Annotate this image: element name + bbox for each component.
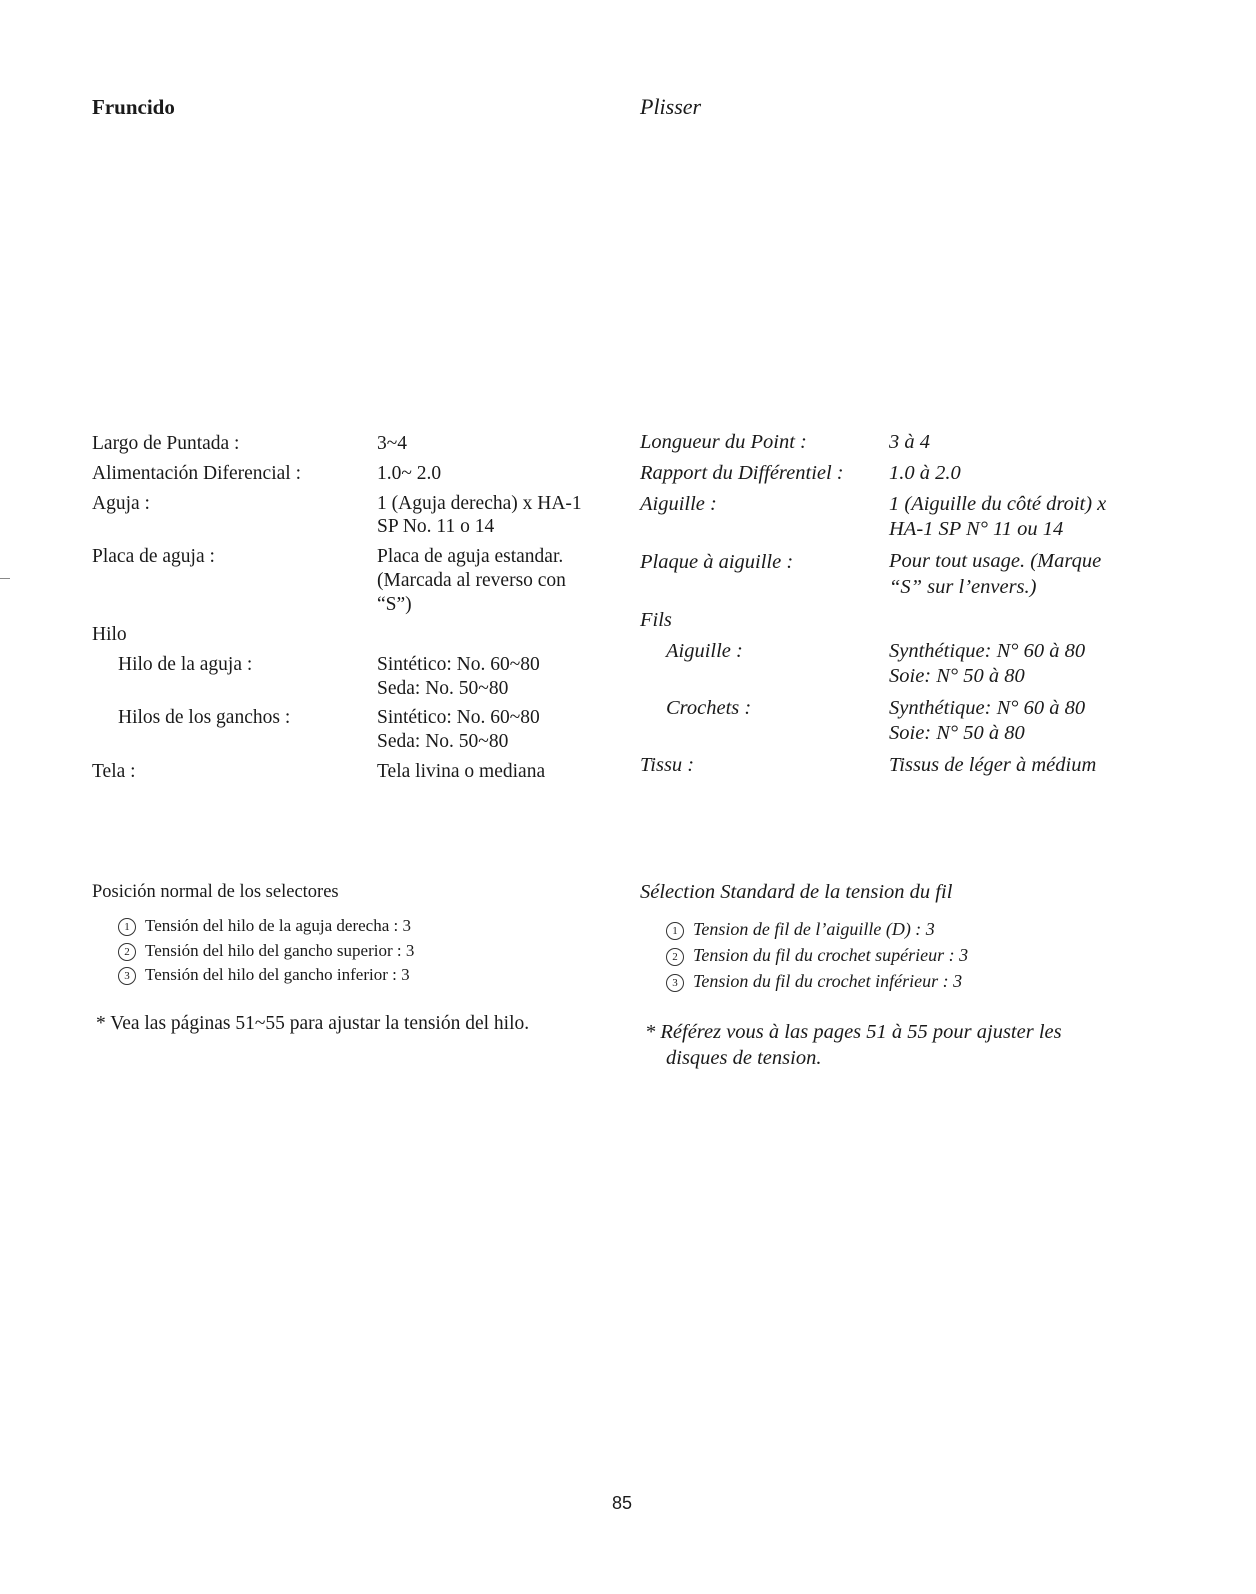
fr-tension-item-3-text: Tension du fil du crochet inférieur : 3 xyxy=(693,971,963,991)
title-french: Plisser xyxy=(640,94,702,119)
es-tension-item-2-text: Tensión del hilo del gancho superior : 3 xyxy=(145,941,415,960)
es-value-needle-plate-line3: “S”) xyxy=(377,594,412,615)
es-label-needle: Aguja : xyxy=(92,493,150,514)
es-tension-item-2 xyxy=(118,938,414,963)
fr-value-stitch-length: 3 à 4 xyxy=(889,431,930,453)
circled-number-icon: 3 xyxy=(118,967,136,985)
fr-tension-item-1 xyxy=(666,916,935,942)
es-value-needle-plate-line2: (Marcada al reverso con xyxy=(377,570,566,591)
fr-value-needle-line2: HA-1 SP N° 11 ou 14 xyxy=(889,518,1064,540)
margin-mark xyxy=(0,578,10,579)
es-tension-item-1 xyxy=(118,913,411,938)
fr-value-needle-plate-line1: Pour tout usage. (Marque xyxy=(889,550,1102,572)
circled-number-icon: 1 xyxy=(666,922,684,940)
fr-value-fabric: Tissus de léger à médium xyxy=(889,754,1097,776)
fr-value-looper-threads-line1: Synthétique: N° 60 à 80 xyxy=(889,697,1086,719)
circled-number-icon: 3 xyxy=(666,974,684,992)
fr-label-threads: Fils xyxy=(640,609,672,631)
es-value-needle-thread-line1: Sintético: No. 60~80 xyxy=(377,654,540,675)
circled-number-icon: 1 xyxy=(118,918,136,936)
fr-tension-item-3 xyxy=(666,968,962,994)
es-label-differential-feed: Alimentación Diferencial : xyxy=(92,463,301,484)
fr-note-line1: * Référez vous à las pages 51 à 55 pour ajuster les xyxy=(645,1021,1062,1043)
es-value-stitch-length: 3~4 xyxy=(377,433,408,454)
fr-label-fabric: Tissu : xyxy=(640,754,695,776)
es-value-differential-feed: 1.0~ 2.0 xyxy=(377,463,442,484)
es-tension-item-3 xyxy=(118,962,410,987)
fr-label-needle-plate: Plaque à aiguille : xyxy=(640,551,794,573)
circled-number-icon: 2 xyxy=(666,948,684,966)
es-label-looper-threads: Hilos de los ganchos : xyxy=(118,707,291,728)
fr-value-needle-thread-line2: Soie: N° 50 à 80 xyxy=(889,665,1025,687)
title-spanish: Fruncido xyxy=(92,95,175,119)
fr-value-differential: 1.0 à 2.0 xyxy=(889,462,961,484)
es-label-thread: Hilo xyxy=(92,624,127,645)
es-tension-item-1-text: Tensión del hilo de la aguja derecha : 3 xyxy=(145,916,411,935)
es-tension-item-3-text: Tensión del hilo del gancho inferior : 3 xyxy=(145,965,410,984)
fr-label-looper-threads: Crochets : xyxy=(666,697,752,719)
es-label-needle-thread: Hilo de la aguja : xyxy=(118,654,253,675)
fr-value-needle-thread-line1: Synthétique: N° 60 à 80 xyxy=(889,640,1086,662)
fr-value-needle-plate-line2: “S” sur l’envers.) xyxy=(889,576,1037,598)
es-tension-heading: Posición normal de los selectores xyxy=(92,882,339,902)
es-label-stitch-length: Largo de Puntada : xyxy=(92,433,240,454)
page-number: 85 xyxy=(612,1493,633,1513)
circled-number-icon: 2 xyxy=(118,943,136,961)
es-label-fabric: Tela : xyxy=(92,761,136,782)
es-value-looper-threads-line2: Seda: No. 50~80 xyxy=(377,731,509,752)
es-value-fabric: Tela livina o mediana xyxy=(377,761,546,782)
fr-tension-heading: Sélection Standard de la tension du fil xyxy=(640,881,953,903)
fr-tension-item-2 xyxy=(666,942,968,968)
fr-label-differential: Rapport du Différentiel : xyxy=(640,462,844,484)
fr-note-line2: disques de tension. xyxy=(666,1047,822,1069)
es-label-needle-plate: Placa de aguja : xyxy=(92,546,215,567)
es-value-needle-line1: 1 (Aguja derecha) x HA-1 xyxy=(377,493,582,514)
es-value-needle-thread-line2: Seda: No. 50~80 xyxy=(377,678,509,699)
es-value-looper-threads-line1: Sintético: No. 60~80 xyxy=(377,707,540,728)
fr-value-looper-threads-line2: Soie: N° 50 à 80 xyxy=(889,722,1025,744)
fr-tension-item-2-text: Tension du fil du crochet supérieur : 3 xyxy=(693,945,969,965)
fr-label-needle-thread: Aiguille : xyxy=(666,640,743,662)
fr-label-needle: Aiguille : xyxy=(640,493,717,515)
fr-tension-item-1-text: Tension de fil de l’aiguille (D) : 3 xyxy=(693,919,935,939)
es-note: * Vea las páginas 51~55 para ajustar la tensión del hilo. xyxy=(96,1013,530,1034)
fr-label-stitch-length: Longueur du Point : xyxy=(640,431,807,453)
es-value-needle-line2: SP No. 11 o 14 xyxy=(377,516,495,537)
es-value-needle-plate-line1: Placa de aguja estandar. xyxy=(377,546,564,567)
fr-value-needle-line1: 1 (Aiguille du côté droit) x xyxy=(889,493,1107,515)
